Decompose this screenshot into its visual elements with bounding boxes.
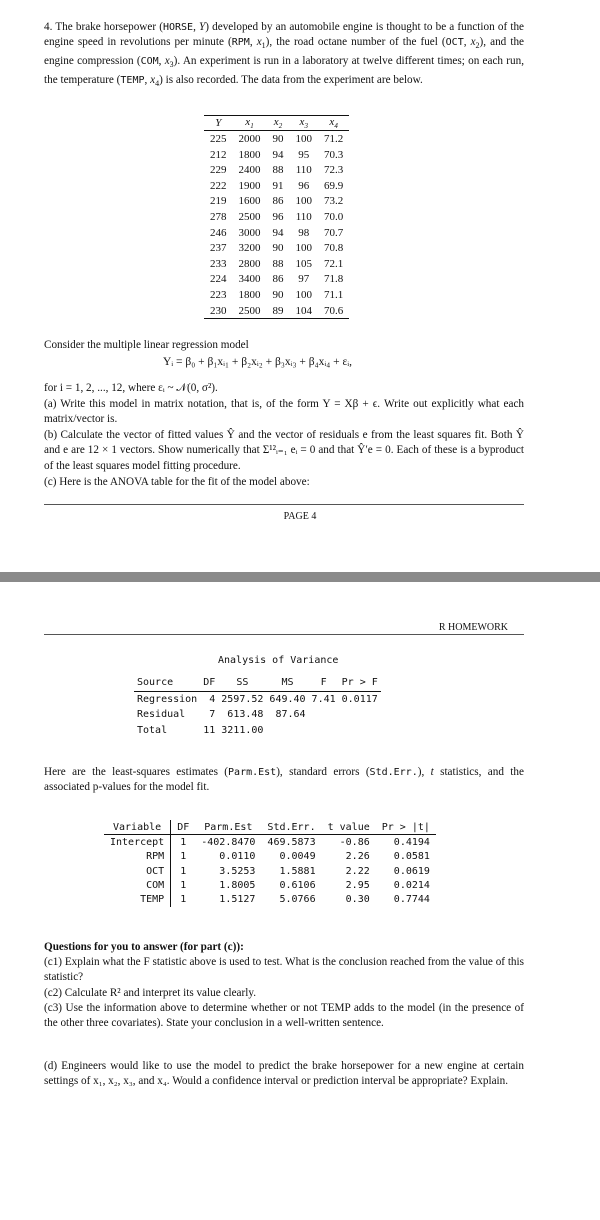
data-cell: 1600 — [238, 195, 261, 208]
data-cell: 3000 — [238, 226, 261, 239]
anova-table — [134, 675, 381, 738]
estimates-cell: OCT — [104, 864, 171, 878]
data-cell: 98 — [298, 226, 310, 239]
var-com: COM — [140, 56, 159, 68]
data-cell: 100 — [295, 195, 312, 208]
data-cell: 223 — [210, 288, 227, 301]
data-cell: 237 — [210, 242, 227, 255]
anova-cell: 613.48 — [227, 709, 264, 721]
problem-intro: 4. The brake horsepower (HORSE, Y) developed by an automobile engine is thought to be a function of the engine speed in revolutions per minute (RPM, $x_1$), the road octane number of the fuel (OCT, $x_2$), and the engine compression (COM, $x_3$). An experiment is run in a laboratory at twelve different times; on each run, the temperature (TEMP, $x_4$) is also recorded. The data from the experiment are below. — [44, 21, 525, 88]
data-table-header — [204, 116, 349, 131]
data-cell: 70.3 — [324, 148, 344, 161]
anova-cell: 87.64 — [275, 709, 306, 721]
estimates-cell: 1 — [180, 851, 187, 863]
estimates-cell: 3.5253 — [219, 865, 256, 877]
anova-cell: 7 — [209, 709, 216, 721]
estimates-row — [104, 864, 436, 878]
data-cell: 90 — [272, 242, 284, 255]
estimates-cell: 1 — [180, 879, 187, 891]
consider-text: Consider the multiple linear regression model — [44, 339, 249, 351]
data-cell: 100 — [295, 132, 312, 145]
anova-cell — [309, 707, 339, 723]
data-cell: 69.9 — [324, 179, 344, 192]
estimates-cell: 1.8005 — [219, 879, 256, 891]
data-cell: 2400 — [238, 164, 261, 177]
col-header: $x_1$ — [233, 116, 267, 131]
estimates-cell: 1 — [180, 894, 187, 906]
data-cell: 70.7 — [324, 226, 344, 239]
question-c3: (c3) Use the information above to determine whether or not TEMP adds to the model (in the presence of the other three covariates). State your conclusion in a well-written sentence. — [44, 1002, 524, 1030]
data-cell: 3200 — [238, 242, 261, 255]
data-cell: 1900 — [238, 179, 261, 192]
data-cell: 90 — [272, 132, 284, 145]
anova-row — [134, 723, 381, 739]
col-header: MS — [266, 675, 308, 691]
part-b: (b) Calculate the vector of fitted values Ŷ and the vector of residuals e from the least squares fit. Both Ŷ and e are 12 × 1 vectors. Show numerically that Σ¹²ᵢ₌₁ eᵢ = 0 and that Ŷ′e = 0. Each of these is a byproduct of the least squares model fitting procedure. — [44, 429, 524, 472]
data-cell: 246 — [210, 226, 227, 239]
data-cell: 72.1 — [324, 257, 344, 270]
data-cell: 73.2 — [324, 195, 344, 208]
col-header: t value — [322, 820, 376, 835]
anova-title: Analysis of Variance — [218, 655, 339, 666]
questions-heading: Questions for you to answer (for part (c)): — [44, 941, 244, 953]
data-row — [204, 209, 349, 225]
data-row — [204, 287, 349, 303]
estimates-cell: 1 — [180, 865, 187, 877]
data-cell: 110 — [295, 210, 312, 223]
col-header: Pr > F — [339, 675, 381, 691]
estimates-intro: Here are the least-squares estimates (Parm.Est), standard errors (Std.Err.), t statistics, and the associated p-values for the model fit. — [44, 766, 524, 794]
data-cell: 2000 — [238, 132, 261, 145]
data-row — [204, 162, 349, 178]
col-header: Std.Err. — [261, 820, 321, 835]
model-equation: Yᵢ = β₀ + β₁xᵢ₁ + β₂xᵢ₂ + β₃xᵢ₃ + β₄xᵢ₄ + εᵢ, — [163, 356, 353, 368]
estimates-row — [104, 850, 436, 864]
data-row — [204, 178, 349, 194]
footer-rule — [44, 504, 524, 505]
data-cell: 72.3 — [324, 164, 344, 177]
estimates-cell: COM — [104, 878, 171, 892]
data-cell: 222 — [210, 179, 227, 192]
data-cell: 89 — [267, 303, 290, 319]
estimates-cell: 5.0766 — [279, 894, 316, 906]
anova-cell: 3211.00 — [221, 724, 264, 736]
anova-header — [134, 675, 381, 691]
page-4 — [0, 0, 600, 566]
estimates-cell: -0.86 — [339, 836, 370, 848]
col-header: Parm.Est — [195, 820, 261, 835]
anova-cell: Residual — [137, 709, 186, 721]
col-header: Variable — [104, 820, 171, 835]
estimates-cell: 0.0049 — [279, 851, 316, 863]
var-rpm: RPM — [231, 37, 250, 49]
data-cell: 71.1 — [324, 288, 344, 301]
anova-cell: 4 — [209, 693, 216, 705]
data-cell: 70.8 — [324, 242, 344, 255]
estimates-cell: 0.0110 — [219, 851, 256, 863]
data-cell: 2500 — [238, 210, 261, 223]
data-cell: 88 — [272, 164, 284, 177]
data-row — [204, 272, 349, 288]
estimates-row — [104, 878, 436, 892]
col-header: Pr > |t| — [376, 820, 436, 835]
data-row — [204, 225, 349, 241]
col-header: $x_2$ — [267, 116, 290, 131]
estimates-row — [104, 892, 436, 906]
anova-cell: 2597.52 — [221, 693, 264, 705]
estimates-cell: 0.0214 — [393, 879, 430, 891]
data-cell: 3400 — [238, 273, 261, 286]
col-header: DF — [171, 820, 196, 835]
data-cell: 110 — [295, 164, 312, 177]
data-cell: 70.6 — [318, 303, 349, 319]
anova-cell: 7.41 — [311, 693, 336, 705]
estimates-cell: Intercept — [104, 835, 171, 850]
part-d: (d) Engineers would like to use the model to predict the brake horsepower for a new engine at certain settings of x₁, x₂, x₃, and x₄. Would a confidence interval or prediction interval be appropriate? Explain. — [44, 1060, 524, 1088]
data-cell: 95 — [298, 148, 310, 161]
data-cell: 96 — [298, 179, 310, 192]
part-c: (c) Here is the ANOVA table for the fit of the model above: — [44, 476, 310, 488]
data-cell: 225 — [210, 132, 227, 145]
data-cell: 219 — [210, 195, 227, 208]
data-cell: 86 — [272, 273, 284, 286]
col-header: Y — [204, 116, 233, 131]
for-i-text: for i = 1, 2, ..., 12, where εᵢ ~ 𝒩(0, σ²). — [44, 382, 218, 394]
data-cell: 71.2 — [324, 132, 344, 145]
anova-row — [134, 691, 381, 707]
var-temp: TEMP — [120, 74, 145, 86]
estimates-table — [104, 820, 436, 907]
estimates-cell: 2.22 — [345, 865, 370, 877]
data-row — [204, 256, 349, 272]
data-cell: 105 — [295, 257, 312, 270]
anova-cell: 11 — [203, 724, 216, 736]
anova-row — [134, 707, 381, 723]
data-cell: 100 — [295, 288, 312, 301]
page-separator — [0, 566, 600, 610]
estimates-cell: 0.4194 — [393, 836, 430, 848]
question-c1: (c1) Explain what the F statistic above is used to test. What is the conclusion reached from the value of this statistic? — [44, 956, 524, 984]
estimates-cell: 1 — [180, 836, 187, 848]
data-cell: 88 — [272, 257, 284, 270]
page-footer: PAGE 4 — [283, 511, 317, 522]
var-horse: HORSE — [162, 22, 194, 33]
data-row — [204, 240, 349, 256]
estimates-cell: 1.5881 — [279, 865, 316, 877]
anova-cell: 649.40 — [269, 693, 306, 705]
data-cell: 2500 — [233, 303, 267, 319]
data-cell: 96 — [272, 210, 284, 223]
anova-cell: Regression — [137, 693, 198, 705]
estimates-cell: 0.0619 — [393, 865, 430, 877]
col-header: DF — [200, 675, 218, 691]
data-row — [204, 147, 349, 163]
data-row — [204, 194, 349, 210]
data-cell: 100 — [295, 242, 312, 255]
page-header: R HOMEWORK — [438, 622, 508, 633]
data-cell: 70.0 — [324, 210, 344, 223]
anova-cell — [339, 707, 381, 723]
data-cell: 97 — [298, 273, 310, 286]
estimates-cell: 2.95 — [345, 879, 370, 891]
estimates-header — [104, 820, 436, 835]
data-cell: 2800 — [238, 257, 261, 270]
data-cell: 224 — [210, 273, 227, 286]
var-oct: OCT — [445, 37, 464, 49]
col-header: $x_4$ — [318, 116, 349, 131]
estimates-cell: 0.6106 — [279, 879, 316, 891]
estimates-cell: 0.7744 — [393, 894, 430, 906]
estimates-row — [104, 835, 436, 850]
data-cell: 90 — [272, 288, 284, 301]
anova-cell — [309, 723, 339, 739]
col-header: F — [309, 675, 339, 691]
data-cell: 94 — [272, 226, 284, 239]
estimates-cell: 1.5127 — [219, 894, 256, 906]
data-cell: 86 — [272, 195, 284, 208]
estimates-cell: TEMP — [104, 892, 171, 906]
estimates-cell: 469.5873 — [267, 836, 316, 848]
data-cell: 212 — [210, 148, 227, 161]
data-cell: 104 — [290, 303, 319, 319]
anova-cell — [339, 723, 381, 739]
data-cell: 1800 — [238, 288, 261, 301]
col-header: SS — [218, 675, 266, 691]
anova-cell: 0.0117 — [341, 693, 378, 705]
experiment-data-table — [204, 115, 349, 319]
data-cell: 94 — [272, 148, 284, 161]
question-c2: (c2) Calculate R² and interpret its value clearly. — [44, 987, 256, 999]
anova-cell — [266, 723, 308, 739]
anova-cell: Total — [137, 724, 168, 736]
data-cell: 229 — [210, 164, 227, 177]
data-cell: 233 — [210, 257, 227, 270]
data-cell: 91 — [272, 179, 284, 192]
estimates-cell: 0.0581 — [393, 851, 430, 863]
data-cell: 1800 — [238, 148, 261, 161]
estimates-cell: 0.30 — [345, 894, 370, 906]
data-row — [204, 131, 349, 147]
estimates-cell: -402.8470 — [201, 836, 256, 848]
col-header: Source — [134, 675, 200, 691]
data-cell: 230 — [204, 303, 233, 319]
estimates-cell: 2.26 — [345, 851, 370, 863]
data-cell: 278 — [210, 210, 227, 223]
estimates-cell: RPM — [104, 850, 171, 864]
header-rule — [44, 634, 524, 635]
part-a: (a) Write this model in matrix notation, that is, of the form Y = Xβ + ϵ. Write out explicitly what each matrix/vector is. — [44, 398, 524, 426]
data-row — [204, 303, 349, 319]
col-header: $x_3$ — [290, 116, 319, 131]
data-cell: 71.8 — [324, 273, 344, 286]
